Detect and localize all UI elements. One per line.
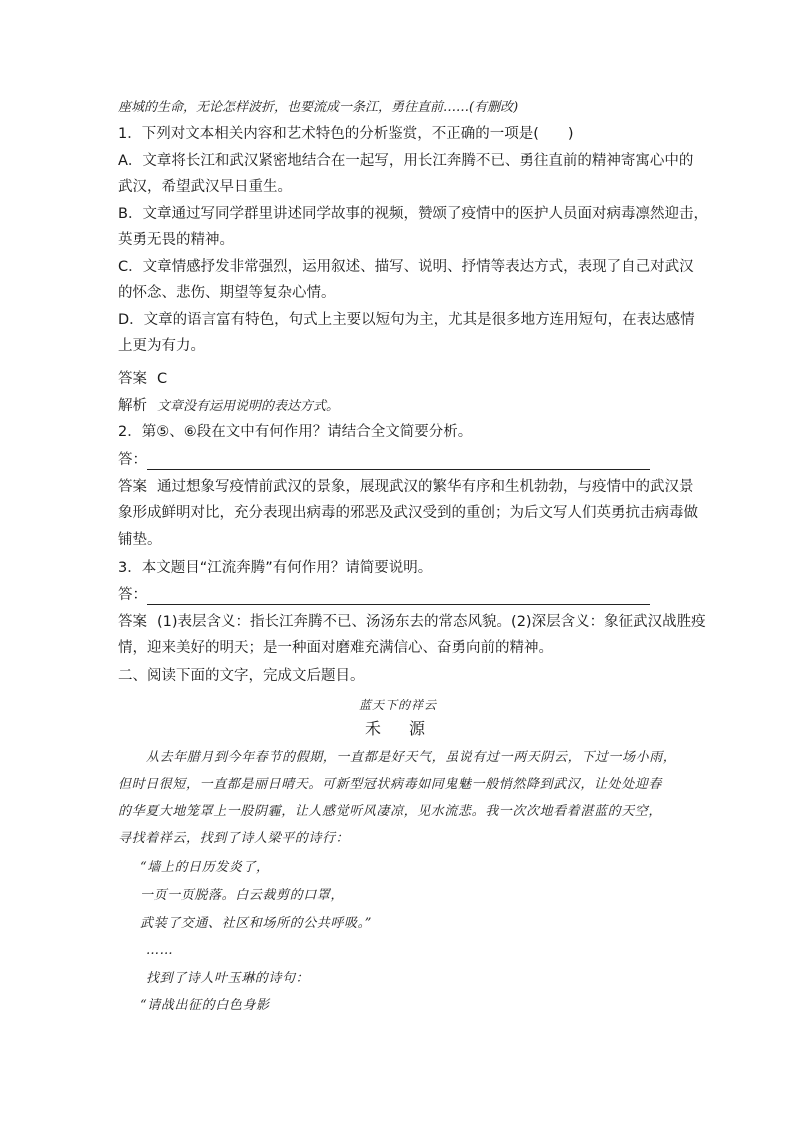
- q1-option-a-line1: A．文章将长江和武汉紧密地结合在一起写，用长江奔腾不已、勇往直前的精神寄寓心中的: [118, 153, 694, 169]
- q3-answer-line1: [118, 612, 706, 632]
- q1-option-c-line1: C．文章情感抒发非常强烈，运用叙述、描写、说明、抒情等表达方式，表现了自己对武汉: [118, 259, 694, 275]
- poem1-line2: 一页一页脱落。白云裁剪的口罩，: [140, 888, 345, 903]
- article-para1-line1: 从去年腊月到今年春节的假期，一直都是好天气，虽说有过一两天阴云，下过一场小雨，: [146, 750, 677, 765]
- q1-option-b-line2: 英勇无畏的精神。: [118, 232, 234, 248]
- answer-label: 答案: [118, 479, 147, 495]
- q2-answer-blank: [118, 450, 678, 470]
- q1-option-d-line2: 上更为有力。: [118, 338, 205, 354]
- q1-analysis: [118, 396, 678, 417]
- article-para1-line2: 但时日很短，一直都是丽日晴天。可新型冠状病毒如同鬼魅一般悄然降到武汉，让处处迎春: [118, 777, 663, 792]
- q1-option-d-line1: D．文章的语言富有特色，句式上主要以短句为主，尤其是很多地方连用短句，在表达感情: [118, 312, 695, 328]
- article-para1-line4: 寻找着祥云，找到了诗人梁平的诗行：: [118, 831, 350, 846]
- answer-text: 通过想象写疫情前武汉的景象，展现武汉的繁华有序和生机勃勃，与疫情中的武汉景: [157, 479, 694, 495]
- article-para2: 找到了诗人叶玉琳的诗句：: [146, 971, 310, 986]
- q1-stem: 1．下列对文本相关内容和艺术特色的分析鉴赏，不正确的一项是( ): [118, 126, 574, 142]
- answer-blank-line: [147, 454, 650, 470]
- section2-heading: 二、阅读下面的文字，完成文后题目。: [118, 668, 365, 684]
- poem2-line1: “请战出征的白色身影: [140, 998, 270, 1013]
- analysis-label: 解析: [118, 398, 147, 414]
- answer-value: C: [157, 371, 168, 387]
- answer-text: (1)表层含义：指长江奔腾不已、汤汤东去的常态风貌。(2)深层含义：象征武汉战胜疫: [157, 614, 706, 630]
- intro-tail: 座城的生命，无论怎样波折，也要流成一条江，勇往直前……(有删改): [118, 100, 519, 115]
- analysis-text: 文章没有运用说明的表达方式。: [157, 399, 340, 414]
- q1-answer: [118, 369, 678, 389]
- article-author: 禾 源: [364, 719, 431, 738]
- poem-ellipsis: ……: [146, 943, 174, 958]
- poem1-line3: 武装了交通、社区和场所的公共呼吸。”: [140, 916, 372, 931]
- q2-answer-line1: [118, 477, 694, 497]
- article-title: 蓝天下的祥云: [358, 698, 437, 712]
- q3-answer-blank: [118, 585, 678, 605]
- q1-option-b-line1: B．文章通过写同学群里讲述同学故事的视频，赞颂了疫情中的医护人员面对病毒凛然迎击，: [118, 206, 708, 222]
- q3-answer-line2: 情，迎来美好的明天；是一种面对磨难充满信心、奋勇向前的精神。: [118, 640, 553, 656]
- poem1-line1: “墙上的日历发炎了，: [140, 860, 270, 875]
- answer-prompt: 答：: [118, 452, 147, 468]
- q3-stem: 3．本文题目“江流奔腾”有何作用？请简要说明。: [118, 560, 433, 576]
- answer-label: 答案: [118, 371, 147, 387]
- q2-answer-line2: 象形成鲜明对比，充分表现出病毒的邪恶及武汉受到的重创；为后文写人们英勇抗击病毒做: [118, 505, 698, 521]
- q1-option-c-line2: 的怀念、悲伤、期望等复杂心情。: [118, 285, 336, 301]
- q1-option-a-line2: 武汉，希望武汉早日重生。: [118, 179, 292, 195]
- answer-blank-line: [147, 589, 650, 605]
- answer-label: 答案: [118, 614, 147, 630]
- answer-prompt: 答：: [118, 587, 147, 603]
- article-para1-line3: 的华夏大地笼罩上一股阴霾，让人感觉听风凄凉，见水流悲。我一次次地看着湛蓝的天空，: [118, 804, 663, 819]
- q2-answer-line3: 铺垫。: [118, 532, 162, 548]
- q2-stem: 2．第⑤、⑥段在文中有何作用？请结合全文简要分析。: [118, 424, 473, 440]
